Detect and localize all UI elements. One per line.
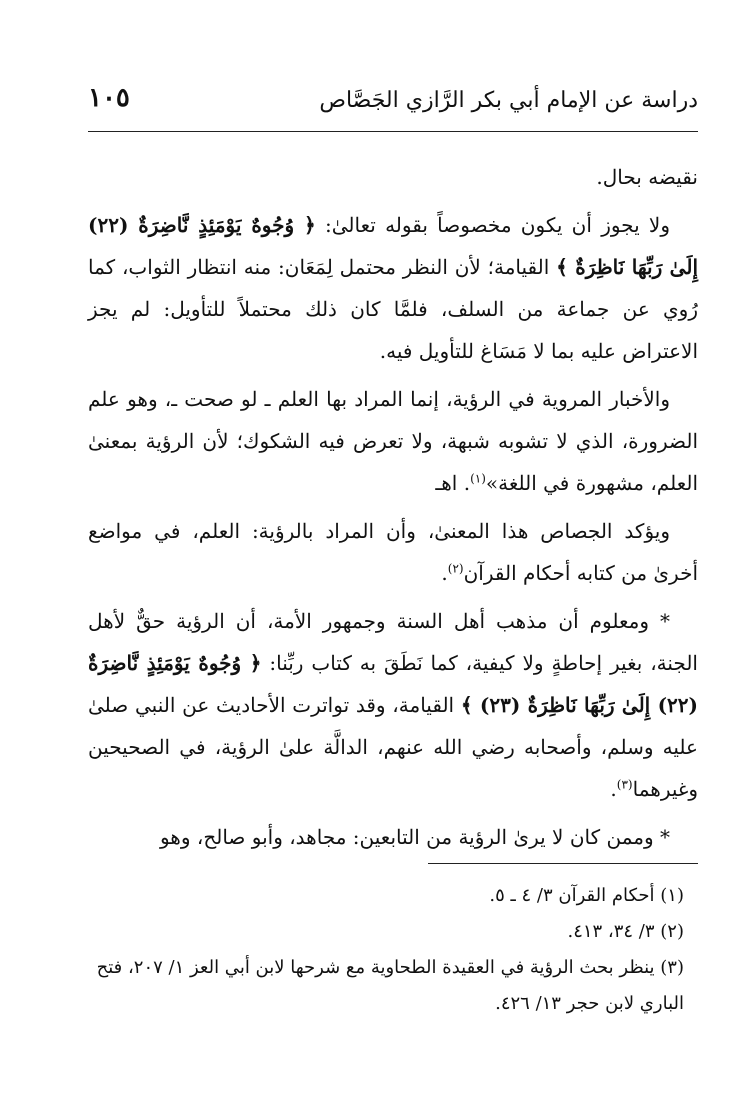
paragraph-5-text-a: * ومعلوم أن مذهب أهل السنة وجمهور الأمة، أن الرؤية حقٌّ لأهل الجنة، بغير إحاطةٍ ولا كيفية، كما نَطَقَ به كتاب ربِّنا: [88, 609, 698, 675]
paragraph-4-text: ويؤكد الجصاص هذا المعنىٰ، وأن المراد بالرؤية: العلم، في مواضع أخرىٰ من كتابه أحكام القرآن [88, 519, 698, 585]
paragraph-2 [88, 204, 698, 372]
paragraph-3-end: . اهـ [435, 471, 471, 495]
paragraph-4-end: . [441, 561, 448, 585]
footnote-ref-2: (٢) [447, 561, 464, 576]
footnote-3: (٣) ينظر بحث الرؤية في العقيدة الطحاوية مع شرحها لابن أبي العز ١/ ٢٠٧، فتح الباري لابن حجر ١٣/ ٤٢٦. [96, 957, 684, 1014]
paragraph-1 [88, 156, 698, 198]
body-text [88, 156, 698, 864]
paragraph-1-text: نقيضه بحال. [596, 165, 698, 189]
footnotes [88, 863, 698, 1022]
paragraph-2-text-a: ولا يجوز أن يكون مخصوصاً بقوله تعالىٰ: [315, 213, 670, 237]
paragraph-5-text-b: القيامة، وقد تواترت الأحاديث عن النبي صلىٰ عليه وسلم، وأصحابه رضي الله عنهم، الدالَّة علىٰ الرؤية، في الصحيحين وغيرهما [88, 693, 698, 801]
paragraph-2-text-b: القيامة؛ لأن النظر محتمل لِمَعَان: منه انتظار الثواب، كما رُوي عن جماعة من السلف، فلمَّا كان ذلك محتملاً للتأويل: لم يجز الاعتراض عليه بما لا مَسَاغ للتأويل فيه. [88, 255, 698, 363]
page-number: ١٠٥ [88, 83, 130, 113]
running-title: دراسة عن الإمام أبي بكر الرَّازي الجَصَّاص [319, 88, 698, 113]
paragraph-5 [88, 600, 698, 810]
paragraph-3 [88, 378, 698, 504]
running-head [88, 78, 698, 120]
header-rule [88, 131, 698, 132]
footnote-ref-3: (٣) [616, 777, 633, 792]
quran-verse-1: ﴿ وُجُوهٌ يَوْمَئِذٍ نَّاضِرَةٌ (٢٢) إِلَىٰ رَبِّهَا نَاظِرَةٌ ﴾ [88, 213, 699, 279]
footnote-1: (١) أحكام القرآن ٣/ ٤ ـ ٥. [489, 885, 684, 906]
footnote-ref-1: (١) [470, 471, 486, 486]
paragraph-5-end: . [610, 777, 617, 801]
paragraph-6 [88, 816, 698, 858]
book-page [88, 78, 698, 1078]
quran-verse-2: ﴿ وُجُوهٌ يَوْمَئِذٍ نَّاضِرَةٌ (٢٢) إِلَىٰ رَبِّهَا نَاظِرَةٌ (٢٣) ﴾ [88, 651, 698, 717]
paragraph-3-text: والأخبار المروية في الرؤية، إنما المراد بها العلم ـ لو صحت ـ، وهو علم الضرورة، الذي لا تشوبه شبهة، ولا تعرض فيه الشكوك؛ لأن الرؤية بمعنىٰ العلم، مشهورة في اللغة» [88, 387, 698, 495]
paragraph-4 [88, 510, 698, 594]
footnote-2: (٢) ٣/ ٣٤، ٤١٣. [567, 921, 684, 942]
paragraph-6-text: * وممن كان لا يرىٰ الرؤية من التابعين: مجاهد، وأبو صالح، وهو [159, 825, 670, 849]
footnote-rule [428, 863, 698, 864]
